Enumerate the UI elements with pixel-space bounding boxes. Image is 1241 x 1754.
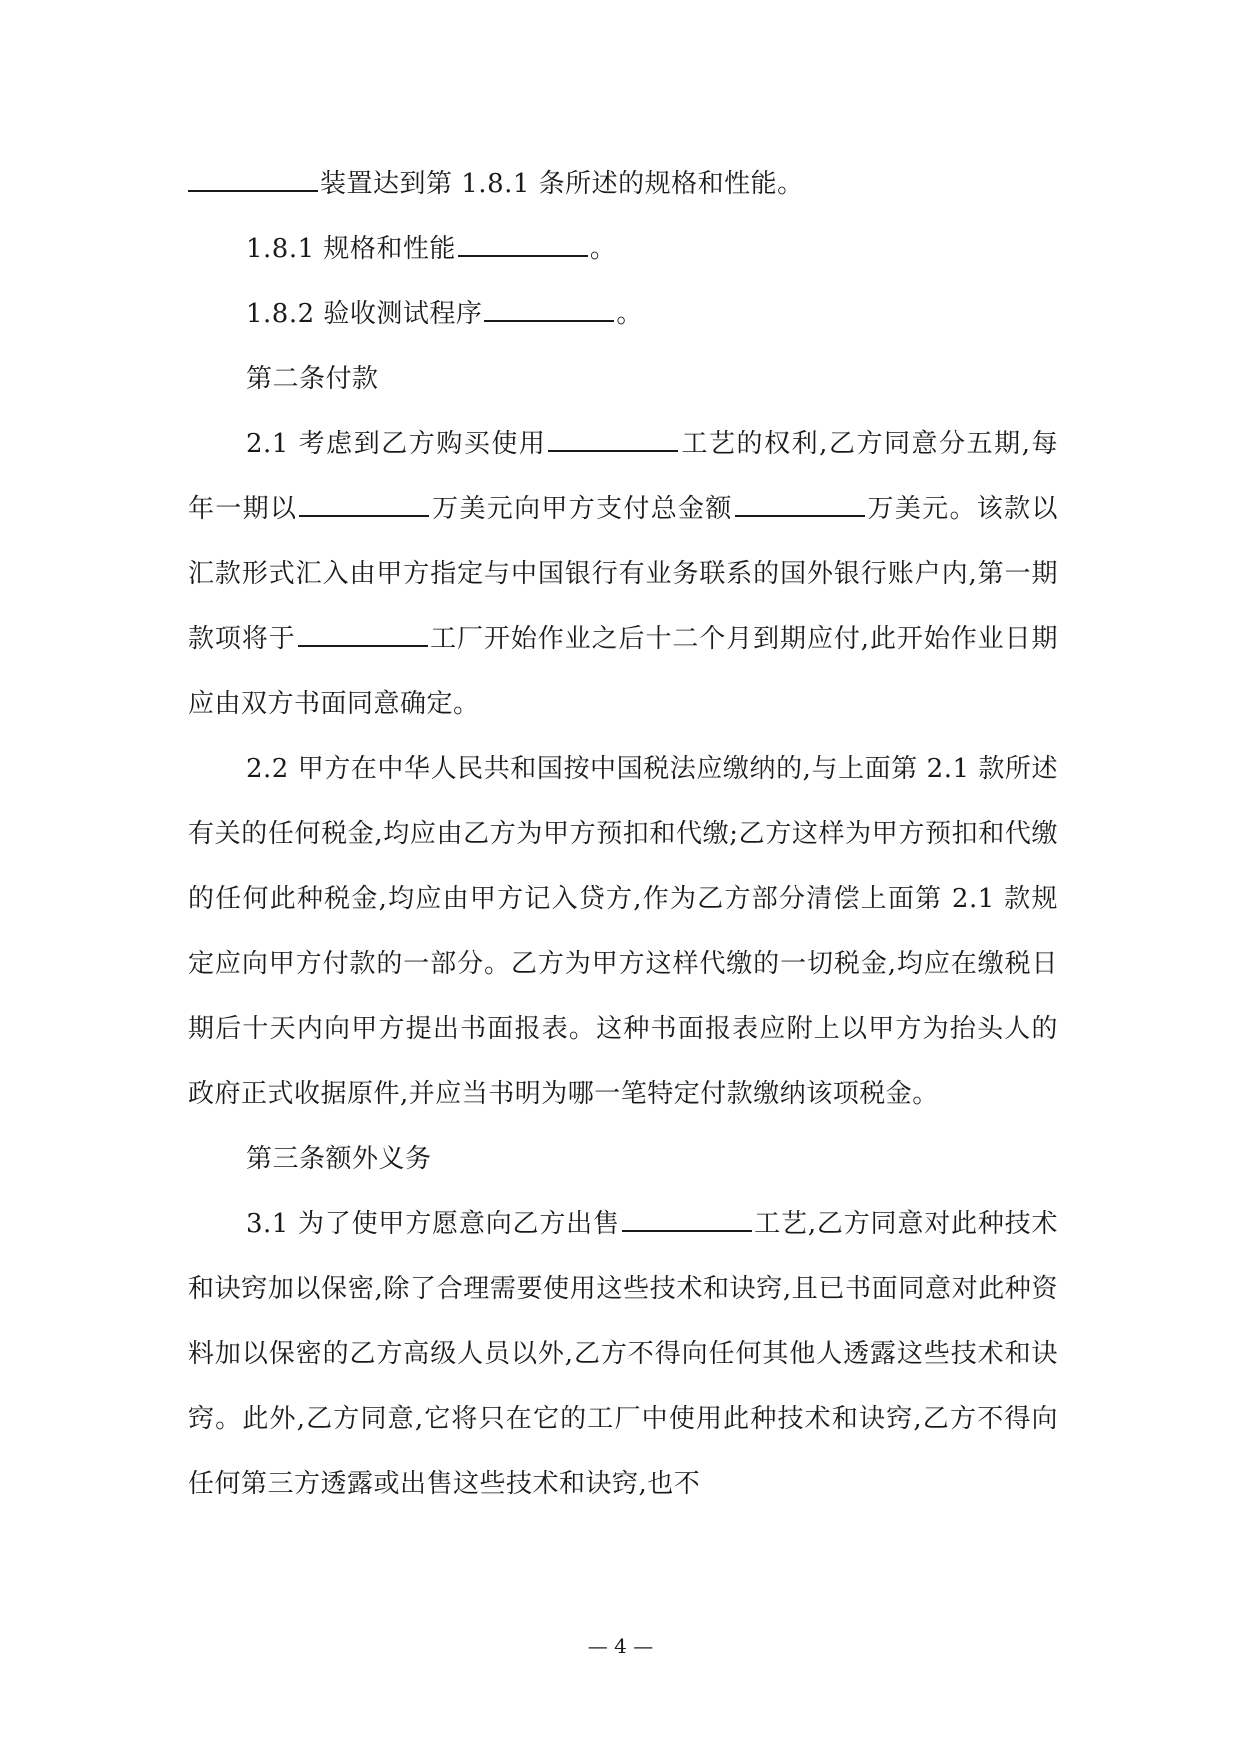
fill-blank[interactable] <box>188 162 318 192</box>
fill-blank[interactable] <box>458 227 588 257</box>
fill-blank[interactable] <box>548 422 678 452</box>
clause-text: 1.8.1 规格和性能 <box>246 234 456 264</box>
page-number: — 4 — <box>587 1634 654 1658</box>
clause-3-1 <box>188 1192 1058 1517</box>
clause-text: 工厂开始作业之后十二个月到期应付,此开始作业日期应由双方书面同意确定。 <box>188 624 1058 719</box>
fill-blank[interactable] <box>298 617 428 647</box>
clause-2-2 <box>188 737 1058 1127</box>
article-heading: 第二条付款 <box>246 364 379 394</box>
clause-text: 2.2 甲方在中华人民共和国按中国税法应缴纳的,与上面第 2.1 款所述有关的任何税金,均应由乙方为甲方预扣和代缴;乙方这样为甲方预扣和代缴的任何此种税金,均应由甲方记入贷方,作为乙方部分清偿上面第 2.1 款规定应向甲方付款的一部分。乙方为甲方这样代缴的一切税金,均应在缴税日期后十天内向甲方提出书面报表。这种书面报表应附上以甲方为抬头人的政府正式收据原件,并应当书明为哪一笔特定付款缴纳该项税金。 <box>188 754 1058 1109</box>
clause-text: 工艺,乙方同意对此种技术和诀窍加以保密,除了合理需要使用这些技术和诀窍,且已书面同意对此种资料加以保密的乙方高级人员以外,乙方不得向任何其他人透露这些技术和诀窍。此外,乙方同意,它将只在它的工厂中使用此种技术和诀窍,乙方不得向任何第三方透露或出售这些技术和诀窍,也不 <box>188 1209 1059 1499</box>
clause-text: 2.1 考虑到乙方购买使用 <box>246 429 547 459</box>
fill-blank[interactable] <box>735 487 865 517</box>
paragraph-1-8-continuation <box>188 152 1058 217</box>
clause-text: 3.1 为了使甲方愿意向乙方出售 <box>246 1209 620 1239</box>
clause-1-8-2 <box>188 282 1058 347</box>
clause-text: 工艺的权利,乙方同意分五期,每年一期以 <box>188 429 1058 524</box>
clause-text: 。 <box>616 299 643 329</box>
clause-text: 。 <box>589 234 617 264</box>
article-3-heading <box>188 1127 1058 1192</box>
article-heading: 第三条额外义务 <box>246 1144 432 1174</box>
fill-blank[interactable] <box>484 292 614 322</box>
fill-blank[interactable] <box>299 487 429 517</box>
document-body <box>188 152 1058 1517</box>
clause-2-1 <box>188 412 1058 737</box>
article-2-heading <box>188 347 1058 412</box>
fill-blank[interactable] <box>622 1202 752 1232</box>
clause-text: 万美元。该款以汇款形式汇入由甲方指定与中国银行有业务联系的国外银行账户内,第一期款项将于 <box>188 494 1058 654</box>
clause-text: 1.8.2 验收测试程序 <box>246 299 483 329</box>
clause-text: 万美元向甲方支付总金额 <box>431 494 733 524</box>
paragraph-text: 装置达到第 1.8.1 条所述的规格和性能。 <box>320 169 804 199</box>
clause-1-8-1 <box>188 217 1058 282</box>
